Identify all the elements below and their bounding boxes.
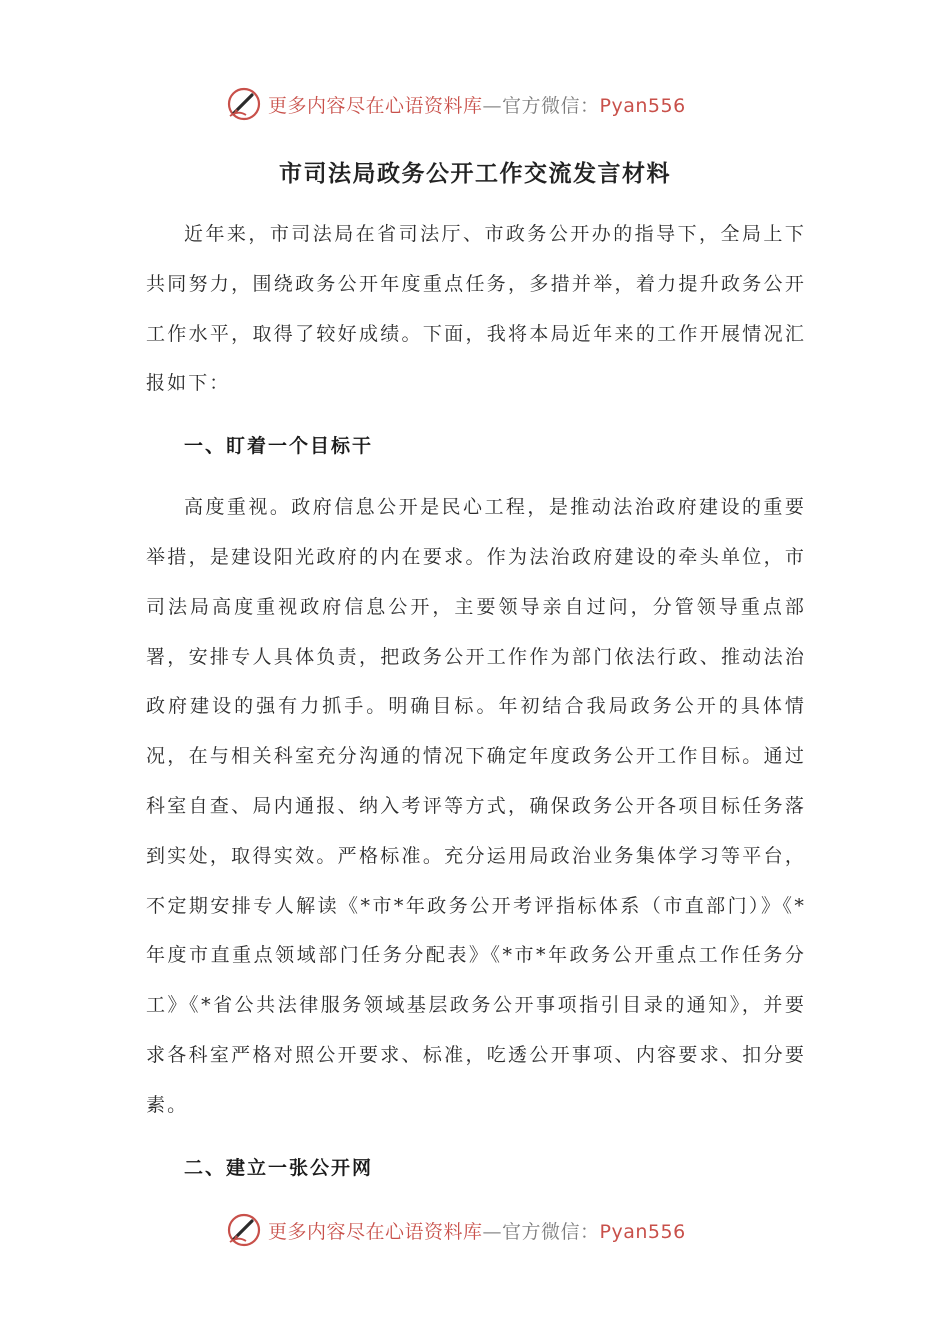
pen-logo-icon: [226, 86, 262, 122]
watermark-banner-top: [226, 84, 686, 124]
watermark-banner-bottom: [226, 1210, 686, 1250]
watermark-text: 更多内容尽在心语资料库—官方微信：Pyan556: [268, 94, 686, 117]
pen-logo-icon: [226, 1212, 262, 1248]
watermark-text: 更多内容尽在心语资料库—官方微信：Pyan556: [268, 1220, 686, 1243]
intro-paragraph: 近年来，市司法局在省司法厅、市政务公开办的指导下，全局上下共同努力，围绕政务公开年度重点任务，多措并举，着力提升政务公开工作水平，取得了较好成绩。下面，我将本局近年来的工作开展情况汇报如下：: [146, 223, 806, 395]
section-heading-2: 二、建立一张公开网: [184, 1156, 374, 1179]
document-title: 市司法局政务公开工作交流发言材料: [279, 160, 671, 187]
document-body: [146, 210, 806, 1193]
section-heading-1: 一、盯着一个目标干: [184, 435, 374, 458]
section-1-paragraph: 高度重视。政府信息公开是民心工程，是推动法治政府建设的重要举措，是建设阳光政府的内在要求。作为法治政府建设的牵头单位，市司法局高度重视政府信息公开，主要领导亲自过问，分管领导重点部署，安排专人具体负责，把政务公开工作作为部门依法行政、推动法治政府建设的强有力抓手。明确目标。年初结合我局政务公开的具体情况，在与相关科室充分沟通的情况下确定年度政务公开工作目标。通过科室自查、局内通报、纳入考评等方式，确保政务公开各项目标任务落到实处，取得实效。严格标准。充分运用局政治业务集体学习等平台，不定期安排专人解读《*市*年政务公开考评指标体系（市直部门）》《*年度市直重点领域部门任务分配表》《*市*年政务公开重点工作任务分工》《*省公共法律服务领域基层政务公开事项指引目录的通知》，并要求各科室严格对照公开要求、标准，吃透公开事项、内容要求、扣分要素。: [146, 496, 806, 1116]
